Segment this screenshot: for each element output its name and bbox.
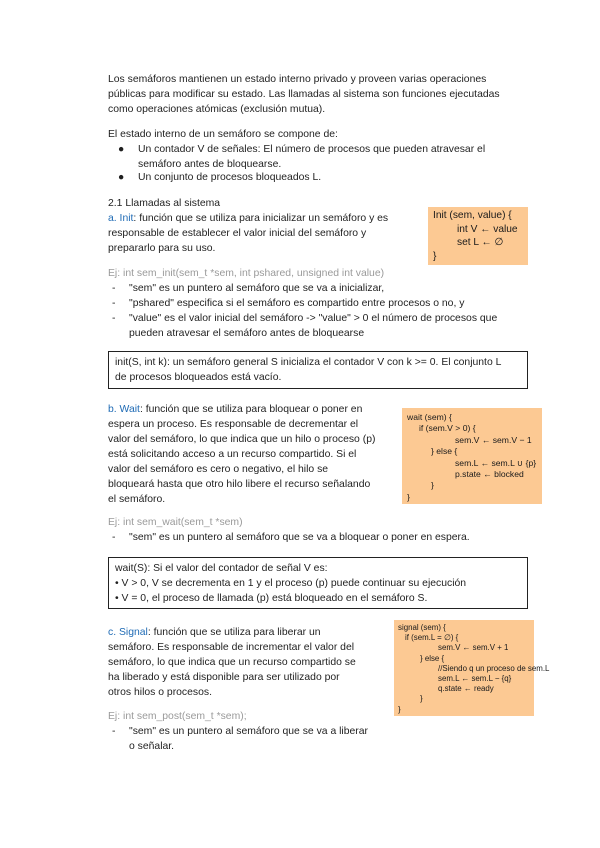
list-item: - "sem" es un puntero al semáforo que se va a bloquear o poner en espera. (112, 532, 470, 543)
dash-icon: - (112, 532, 116, 543)
init-code-block: Init (sem, value) { int V ← value set L ← ∅ } (428, 207, 528, 265)
list-item: - "sem" es un puntero al semáforo que se va a inicializar, (112, 283, 385, 294)
list-item: ● Un contador V de señales: El número de procesos que pueden atravesar el semáforo antes de bloquearse. (118, 144, 486, 170)
init-label: a. Init (108, 213, 134, 224)
init-definition-box: init(S, int k): un semáforo general S inicializa el contador V con k >= 0. El conjunto L de procesos bloqueados está vacío. (108, 351, 528, 389)
signal-example: Ej: int sem_post(sem_t *sem); (108, 711, 247, 722)
intro-paragraph (108, 72, 528, 117)
signal-label: c. Signal (108, 627, 148, 638)
wait-example: Ej: int sem_wait(sem_t *sem) (108, 517, 243, 528)
wait-code-block: wait (sem) { if (sem.V > 0) { sem.V ← sem.V − 1 } else { sem.L ← sem.L ∪ {p} p.state ← blocked } } (402, 408, 542, 504)
bullet-icon: ● (118, 144, 125, 155)
init-description: a. Init: función que se utiliza para inicializar un semáforo y es responsable de establecer el valor inicial del semáforo y prepararlo para su uso. (108, 213, 389, 254)
section-title: 2.1 Llamadas al sistema (108, 198, 221, 209)
list-item: - "pshared" especifica si el semáforo es compartido entre procesos o no, y (112, 298, 465, 309)
wait-label: b. Wait (108, 404, 140, 415)
intro-line: Los semáforos mantienen un estado interno privado y proveen varias operaciones (108, 74, 487, 85)
dash-icon: - (112, 283, 116, 294)
signal-code-block: signal (sem) { if (sem.L = ∅) { sem.V ← sem.V + 1 } else { //Siendo q un proceso de sem.L sem.L ← sem.L − {q} q.state ← ready } } (394, 620, 534, 716)
list-item: - "sem" es un puntero al semáforo que se va a liberar o señalar. (112, 726, 368, 752)
wait-description: b. Wait: función que se utiliza para bloquear o poner en espera un proceso. Es responsable de decrementar el valor del semáforo, lo que indica que un hilo o proceso (p) está solicitando acceso a un recurso compartido. Si el valor del semáforo es cero o negativo, el hilo se bloqueará hasta que otro hilo libere el recurso señalando el semáforo. (108, 404, 376, 505)
dash-icon: - (112, 726, 116, 737)
init-example: Ej: int sem_init(sem_t *sem, int pshared, unsigned int value) (108, 268, 385, 279)
wait-definition-box: wait(S): Si el valor del contador de señal V es: • V > 0, V se decrementa en 1 y el proceso (p) puede continuar su ejecución • V = 0, el proceso de llamada (p) está bloqueado en el semáforo S. (108, 557, 528, 609)
intro-line: como operaciones atómicas (exclusión mutua). (108, 104, 326, 115)
list-item: ● Un conjunto de procesos bloqueados L. (118, 172, 322, 183)
list-item: - "value" es el valor inicial del semáforo -> "value" > 0 el número de procesos que pueden atravesar el semáforo antes de bloquearse (112, 313, 498, 339)
dash-icon: - (112, 313, 116, 324)
bullet-icon: ● (118, 172, 125, 183)
state-heading: El estado interno de un semáforo se compone de: (108, 129, 338, 140)
intro-line: públicas para modificar su estado. Las llamadas al sistema son funciones ejecutadas (108, 89, 500, 100)
dash-icon: - (112, 298, 116, 309)
signal-description: c. Signal: función que se utiliza para liberar un semáforo. Es responsable de incrementar el valor del semáforo, lo que indica que un recurso compartido se ha liberado y está disponible para ser utilizado por otros hilos o procesos. (108, 627, 356, 698)
